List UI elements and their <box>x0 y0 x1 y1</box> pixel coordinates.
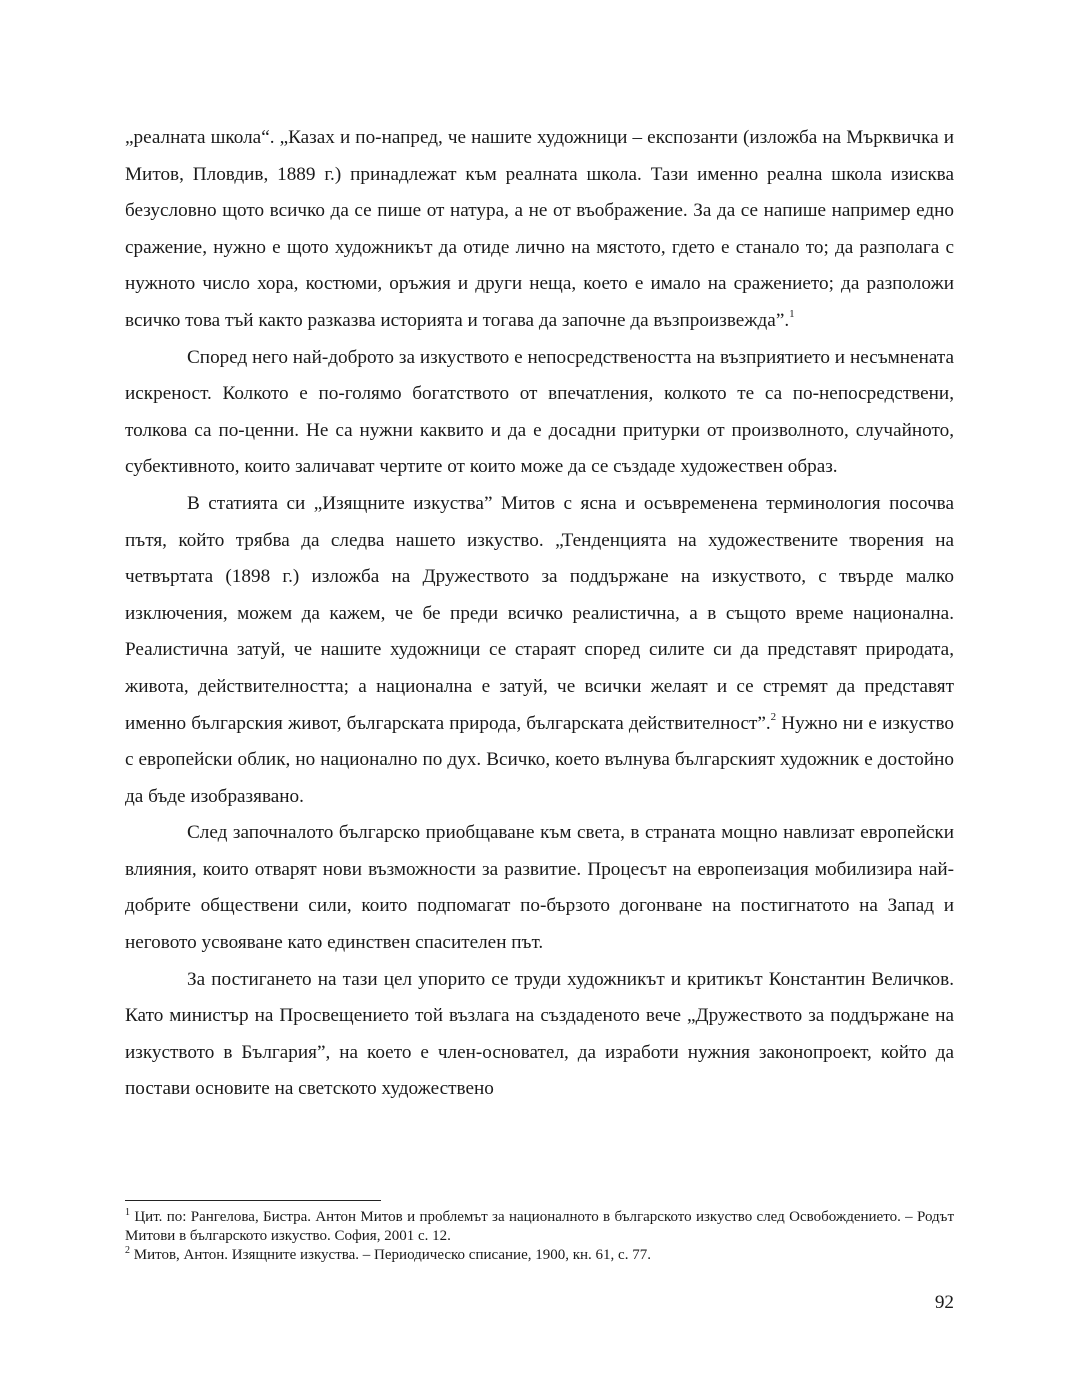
paragraph-4-text: След започналото българско приобщаване към света, в страната мощно навлизат европейски влияния, които отварят нови възможности за развитие. Процесът на европеизация мобилизира най-добрите обществени сили, които подпомагат по-бързото догонване на постигнатото на Запад и неговото усвояване като единствен спасителен път. <box>125 822 954 954</box>
footnote-2-text: Митов, Антон. Изящните изкуства. – Периодическо списание, 1900, кн. 61, с. 77. <box>130 1247 651 1263</box>
paragraph-3-continuation: Нужно ни е изкуство с европейски облик, но национално по дух. Всичко, което вълнува българският художник е достойно да бъде изобразявано. <box>125 712 954 807</box>
paragraph-1-text: „реалната школа“. „Казах и по-напред, че нашите художници – експозанти (изложба на Мърквичка и Митов, Пловдив, 1889 г.) принадлежат към реалната школа. Тази именно реална школа изисква безусловно щото всичко да се пише от натура, а не от въображение. За да се напише например едно сражение, нужно е щото художникът да отиде лично на мястото, гдето е станало то; да разполага с нужното число хора, костюми, оръжия и други неща, което е имало на сражението; да разположи всичко това тъй както разказва историята и тогава да започне да възпроизвежда”. <box>125 127 954 331</box>
paragraph-4 <box>125 815 954 961</box>
paragraph-3-text: В статията си „Изящните изкуства” Митов с ясна и осъвременена терминология посочва пътя, който трябва да следва нашето изкуство. „Тенденцията на художествените творения на четвъртата (1898 г.) изложба на Дружеството за поддържане на изкуството, с твърде малко изключения, можем да кажем, че бе преди всичко реалистична, а в същото време национална. Реалистична затуй, че нашите художници се стараят според силите си да представят природата, живота, действителността; а национална е затуй, че всички желаят и се стремят да представят именно българския живот, българската природа, българската действителност”. <box>125 492 954 734</box>
footnote-1 <box>125 1208 954 1246</box>
paragraph-5 <box>125 962 954 1108</box>
paragraph-1 <box>125 120 954 340</box>
footnote-1-text: Цит. по: Рангелова, Бистра. Антон Митов и проблемът за националното в българското изкуство след Освобождението. – Родът Митови в българското изкуство. София, 2001 с. 12. <box>125 1209 954 1244</box>
footnote-2-number: 2 <box>125 1245 130 1256</box>
body-text <box>125 120 954 1108</box>
paragraph-5-text: За постигането на тази цел упорито се труди художникът и критикът Константин Величков. Като министър на Просвещението той възлага на създаденото вече „Дружеството за поддържане на изкуството в България”, на което е член-основател, да изработи нужния законопроект, който да постави основите на светското художествено <box>125 968 954 1100</box>
footnotes <box>125 1208 954 1265</box>
footnote-ref-2[interactable]: 2 <box>770 710 777 723</box>
footnote-1-number: 1 <box>125 1207 130 1218</box>
page-number: 92 <box>934 1292 954 1313</box>
footnote-separator <box>125 1200 381 1201</box>
paragraph-2-text: Според него най-доброто за изкуството е непосредствеността на възприятието и несъмнената искреност. Колкото е по-голямо богатството от впечатления, колкото те са по-непосредствени, толкова са по-ценни. Не са нужни каквито и да е досадни притурки от произволното, случайното, субективното, които заличават чертите от които може да се създаде художествен образ. <box>125 346 954 478</box>
footnote-ref-1[interactable]: 1 <box>789 307 795 320</box>
footnote-2 <box>125 1246 954 1265</box>
paragraph-2 <box>125 340 954 486</box>
paragraph-3 <box>125 486 954 815</box>
